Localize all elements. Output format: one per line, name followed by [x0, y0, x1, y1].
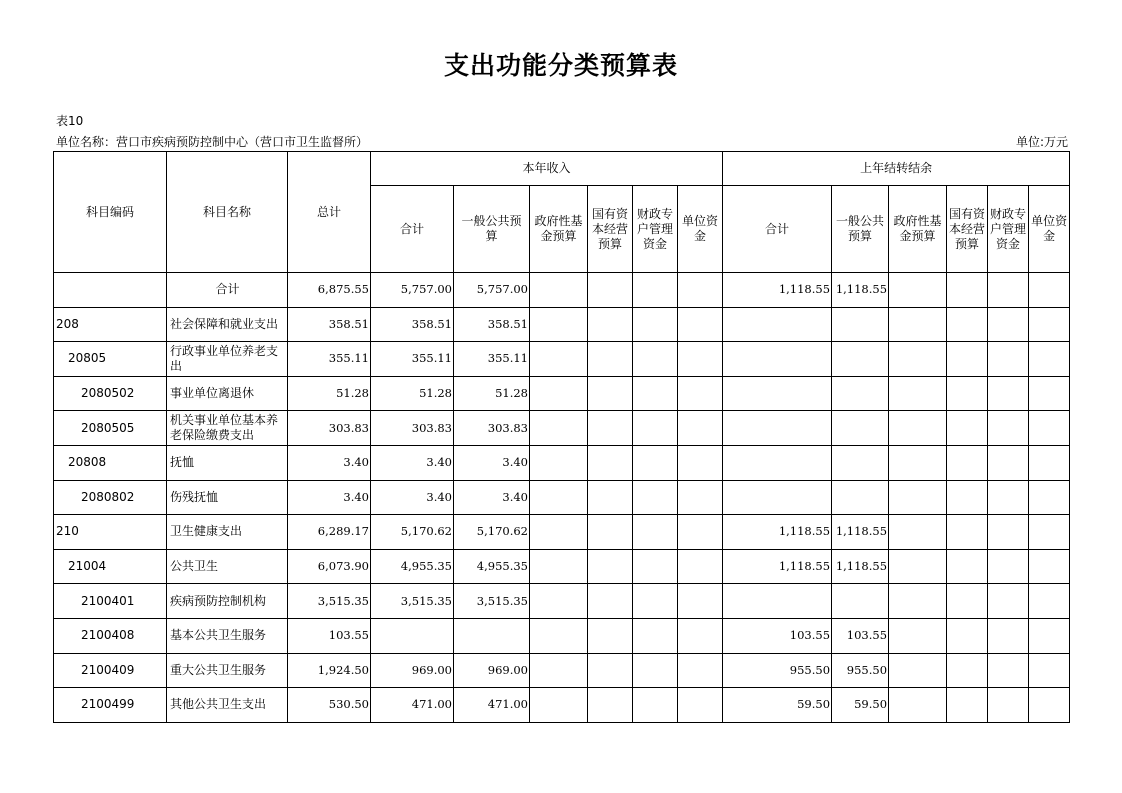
cell-py-fiscal-special	[988, 411, 1029, 446]
cell-cy-state-capital	[588, 549, 633, 584]
cell-total: 6,073.90	[288, 549, 371, 584]
cell-cy-state-capital	[588, 307, 633, 342]
cell-py-gov-fund	[889, 273, 947, 308]
cell-cy-state-capital	[588, 445, 633, 480]
cell-py-subtotal	[723, 584, 832, 619]
cell-cy-general	[454, 618, 530, 653]
cell-py-fiscal-special	[988, 549, 1029, 584]
cell-cy-unit-funds	[678, 618, 723, 653]
cell-py-gov-fund	[889, 411, 947, 446]
cell-py-gov-fund	[889, 549, 947, 584]
cell-name: 公共卫生	[167, 549, 288, 584]
header-py-state-capital: 国有资本经营预算	[947, 186, 988, 273]
cell-cy-general: 969.00	[454, 653, 530, 688]
cell-name: 卫生健康支出	[167, 515, 288, 550]
cell-py-general	[832, 445, 889, 480]
cell-py-unit-funds	[1029, 342, 1070, 377]
table-row	[54, 480, 1070, 515]
cell-cy-subtotal	[371, 618, 454, 653]
cell-py-gov-fund	[889, 342, 947, 377]
cell-py-gov-fund	[889, 445, 947, 480]
budget-table	[53, 151, 1070, 723]
cell-py-subtotal: 1,118.55	[723, 549, 832, 584]
cell-cy-fiscal-special	[633, 307, 678, 342]
cell-total: 1,924.50	[288, 653, 371, 688]
cell-cy-subtotal: 51.28	[371, 376, 454, 411]
cell-cy-state-capital	[588, 515, 633, 550]
cell-cy-gov-fund	[530, 342, 588, 377]
cell-cy-state-capital	[588, 342, 633, 377]
cell-code: 20808	[54, 445, 167, 480]
cell-py-fiscal-special	[988, 515, 1029, 550]
cell-py-unit-funds	[1029, 273, 1070, 308]
table-row	[54, 549, 1070, 584]
cell-py-general	[832, 342, 889, 377]
table-number: 表10	[56, 114, 84, 128]
cell-name: 其他公共卫生支出	[167, 688, 288, 723]
cell-cy-general: 51.28	[454, 376, 530, 411]
cell-total: 303.83	[288, 411, 371, 446]
cell-cy-fiscal-special	[633, 342, 678, 377]
cell-cy-state-capital	[588, 618, 633, 653]
cell-cy-gov-fund	[530, 515, 588, 550]
cell-cy-unit-funds	[678, 445, 723, 480]
cell-cy-gov-fund	[530, 445, 588, 480]
header-cy-unit-funds: 单位资金	[678, 186, 723, 273]
cell-cy-gov-fund	[530, 480, 588, 515]
unit-name-label: 单位名称：营口市疾病预防控制中心（营口市卫生监督所）	[56, 135, 369, 149]
cell-cy-general: 5,170.62	[454, 515, 530, 550]
cell-py-subtotal	[723, 307, 832, 342]
cell-cy-fiscal-special	[633, 515, 678, 550]
cell-cy-unit-funds	[678, 376, 723, 411]
cell-cy-gov-fund	[530, 411, 588, 446]
cell-py-state-capital	[947, 342, 988, 377]
table-row	[54, 376, 1070, 411]
cell-py-unit-funds	[1029, 376, 1070, 411]
cell-py-fiscal-special	[988, 307, 1029, 342]
cell-py-fiscal-special	[988, 273, 1029, 308]
cell-cy-unit-funds	[678, 549, 723, 584]
cell-total: 3,515.35	[288, 584, 371, 619]
cell-py-gov-fund	[889, 307, 947, 342]
cell-code: 2100401	[54, 584, 167, 619]
cell-py-subtotal: 59.50	[723, 688, 832, 723]
cell-cy-unit-funds	[678, 653, 723, 688]
cell-cy-subtotal: 5,170.62	[371, 515, 454, 550]
cell-py-general: 59.50	[832, 688, 889, 723]
header-prior-year-carryover: 上年结转结余	[723, 152, 1070, 186]
header-cy-fiscal-special: 财政专户管理资金	[633, 186, 678, 273]
cell-cy-fiscal-special	[633, 618, 678, 653]
cell-py-fiscal-special	[988, 480, 1029, 515]
cell-py-subtotal	[723, 445, 832, 480]
cell-py-general: 103.55	[832, 618, 889, 653]
cell-code: 2100409	[54, 653, 167, 688]
cell-py-unit-funds	[1029, 549, 1070, 584]
cell-cy-fiscal-special	[633, 411, 678, 446]
cell-py-gov-fund	[889, 584, 947, 619]
cell-py-state-capital	[947, 411, 988, 446]
cell-cy-subtotal: 355.11	[371, 342, 454, 377]
cell-py-subtotal	[723, 480, 832, 515]
page-title: 支出功能分类预算表	[443, 51, 678, 80]
header-py-subtotal: 合计	[723, 186, 832, 273]
table-row	[54, 688, 1070, 723]
cell-cy-gov-fund	[530, 653, 588, 688]
cell-py-general	[832, 376, 889, 411]
header-cy-gov-fund: 政府性基金预算	[530, 186, 588, 273]
cell-code: 2100408	[54, 618, 167, 653]
cell-name: 机关事业单位基本养老保险缴费支出	[167, 411, 288, 446]
cell-total: 3.40	[288, 480, 371, 515]
currency-unit-label: 单位:万元	[1015, 135, 1068, 149]
cell-py-gov-fund	[889, 376, 947, 411]
cell-name: 疾病预防控制机构	[167, 584, 288, 619]
cell-total: 103.55	[288, 618, 371, 653]
cell-code	[54, 273, 167, 308]
cell-cy-unit-funds	[678, 411, 723, 446]
cell-cy-state-capital	[588, 653, 633, 688]
cell-cy-general: 5,757.00	[454, 273, 530, 308]
cell-py-general	[832, 480, 889, 515]
cell-cy-subtotal: 471.00	[371, 688, 454, 723]
cell-py-state-capital	[947, 653, 988, 688]
header-cy-state-capital: 国有资本经营预算	[588, 186, 633, 273]
cell-name: 基本公共卫生服务	[167, 618, 288, 653]
cell-name: 事业单位离退休	[167, 376, 288, 411]
cell-cy-unit-funds	[678, 273, 723, 308]
cell-cy-general: 3.40	[454, 445, 530, 480]
cell-cy-state-capital	[588, 688, 633, 723]
cell-py-subtotal	[723, 411, 832, 446]
cell-code: 21004	[54, 549, 167, 584]
cell-code: 2100499	[54, 688, 167, 723]
cell-cy-state-capital	[588, 376, 633, 411]
cell-cy-gov-fund	[530, 307, 588, 342]
cell-name: 伤残抚恤	[167, 480, 288, 515]
cell-cy-gov-fund	[530, 584, 588, 619]
cell-py-fiscal-special	[988, 445, 1029, 480]
cell-code: 2080802	[54, 480, 167, 515]
cell-cy-subtotal: 3.40	[371, 480, 454, 515]
cell-total: 3.40	[288, 445, 371, 480]
table-row	[54, 342, 1070, 377]
cell-py-gov-fund	[889, 688, 947, 723]
cell-code: 210	[54, 515, 167, 550]
cell-py-subtotal	[723, 376, 832, 411]
cell-py-gov-fund	[889, 480, 947, 515]
cell-code: 20805	[54, 342, 167, 377]
cell-cy-general: 3.40	[454, 480, 530, 515]
cell-cy-general: 471.00	[454, 688, 530, 723]
cell-cy-unit-funds	[678, 480, 723, 515]
header-code: 科目编码	[54, 152, 167, 273]
cell-name: 抚恤	[167, 445, 288, 480]
cell-cy-general: 303.83	[454, 411, 530, 446]
cell-py-gov-fund	[889, 515, 947, 550]
cell-py-fiscal-special	[988, 653, 1029, 688]
cell-py-fiscal-special	[988, 618, 1029, 653]
cell-name: 社会保障和就业支出	[167, 307, 288, 342]
cell-cy-general: 355.11	[454, 342, 530, 377]
cell-py-state-capital	[947, 376, 988, 411]
table-row	[54, 273, 1070, 308]
cell-py-subtotal: 1,118.55	[723, 515, 832, 550]
cell-py-fiscal-special	[988, 584, 1029, 619]
cell-py-general	[832, 584, 889, 619]
cell-py-fiscal-special	[988, 342, 1029, 377]
cell-py-gov-fund	[889, 618, 947, 653]
cell-py-unit-funds	[1029, 653, 1070, 688]
cell-py-subtotal	[723, 342, 832, 377]
cell-py-state-capital	[947, 480, 988, 515]
table-row	[54, 307, 1070, 342]
cell-cy-general: 4,955.35	[454, 549, 530, 584]
cell-py-state-capital	[947, 273, 988, 308]
cell-name: 重大公共卫生服务	[167, 653, 288, 688]
cell-total: 355.11	[288, 342, 371, 377]
cell-py-state-capital	[947, 618, 988, 653]
header-current-year-income: 本年收入	[371, 152, 723, 186]
cell-py-general: 1,118.55	[832, 515, 889, 550]
cell-total: 51.28	[288, 376, 371, 411]
cell-cy-unit-funds	[678, 688, 723, 723]
cell-py-subtotal: 103.55	[723, 618, 832, 653]
cell-py-unit-funds	[1029, 688, 1070, 723]
cell-cy-fiscal-special	[633, 480, 678, 515]
cell-total: 530.50	[288, 688, 371, 723]
cell-cy-subtotal: 3.40	[371, 445, 454, 480]
table-row	[54, 515, 1070, 550]
cell-cy-state-capital	[588, 480, 633, 515]
cell-code: 208	[54, 307, 167, 342]
cell-cy-fiscal-special	[633, 688, 678, 723]
cell-cy-unit-funds	[678, 515, 723, 550]
header-py-unit-funds: 单位资金	[1029, 186, 1070, 273]
cell-cy-unit-funds	[678, 584, 723, 619]
header-total: 总计	[288, 152, 371, 273]
cell-cy-subtotal: 969.00	[371, 653, 454, 688]
header-py-gov-fund: 政府性基金预算	[889, 186, 947, 273]
header-py-fiscal-special: 财政专户管理资金	[988, 186, 1029, 273]
cell-py-state-capital	[947, 584, 988, 619]
cell-cy-fiscal-special	[633, 445, 678, 480]
cell-py-general: 1,118.55	[832, 549, 889, 584]
table-body	[54, 273, 1070, 723]
table-row	[54, 618, 1070, 653]
cell-py-unit-funds	[1029, 618, 1070, 653]
cell-cy-fiscal-special	[633, 376, 678, 411]
cell-cy-general: 3,515.35	[454, 584, 530, 619]
cell-cy-subtotal: 3,515.35	[371, 584, 454, 619]
cell-cy-subtotal: 303.83	[371, 411, 454, 446]
cell-cy-gov-fund	[530, 376, 588, 411]
cell-cy-subtotal: 4,955.35	[371, 549, 454, 584]
cell-cy-subtotal: 358.51	[371, 307, 454, 342]
cell-py-unit-funds	[1029, 411, 1070, 446]
cell-total: 6,875.55	[288, 273, 371, 308]
cell-code: 2080502	[54, 376, 167, 411]
cell-py-unit-funds	[1029, 480, 1070, 515]
cell-py-general	[832, 307, 889, 342]
cell-total: 6,289.17	[288, 515, 371, 550]
cell-py-general: 1,118.55	[832, 273, 889, 308]
cell-cy-gov-fund	[530, 618, 588, 653]
cell-py-unit-funds	[1029, 445, 1070, 480]
cell-cy-state-capital	[588, 584, 633, 619]
cell-py-unit-funds	[1029, 584, 1070, 619]
cell-cy-unit-funds	[678, 342, 723, 377]
table-row	[54, 584, 1070, 619]
cell-py-unit-funds	[1029, 515, 1070, 550]
table-row	[54, 411, 1070, 446]
cell-cy-unit-funds	[678, 307, 723, 342]
cell-py-subtotal: 1,118.55	[723, 273, 832, 308]
cell-cy-gov-fund	[530, 273, 588, 308]
cell-py-unit-funds	[1029, 307, 1070, 342]
cell-py-subtotal: 955.50	[723, 653, 832, 688]
table-row	[54, 653, 1070, 688]
cell-name: 行政事业单位养老支出	[167, 342, 288, 377]
header-name: 科目名称	[167, 152, 288, 273]
cell-total: 358.51	[288, 307, 371, 342]
cell-py-fiscal-special	[988, 688, 1029, 723]
cell-cy-gov-fund	[530, 549, 588, 584]
header-cy-subtotal: 合计	[371, 186, 454, 273]
cell-cy-subtotal: 5,757.00	[371, 273, 454, 308]
cell-name: 合计	[167, 273, 288, 308]
header-cy-general: 一般公共预算	[454, 186, 530, 273]
cell-cy-gov-fund	[530, 688, 588, 723]
cell-cy-fiscal-special	[633, 549, 678, 584]
cell-py-fiscal-special	[988, 376, 1029, 411]
cell-py-state-capital	[947, 688, 988, 723]
table-row	[54, 445, 1070, 480]
cell-code: 2080505	[54, 411, 167, 446]
cell-py-general: 955.50	[832, 653, 889, 688]
cell-py-state-capital	[947, 515, 988, 550]
header-py-general: 一般公共预算	[832, 186, 889, 273]
cell-cy-state-capital	[588, 411, 633, 446]
cell-cy-fiscal-special	[633, 584, 678, 619]
cell-cy-fiscal-special	[633, 653, 678, 688]
cell-py-general	[832, 411, 889, 446]
cell-py-gov-fund	[889, 653, 947, 688]
cell-cy-fiscal-special	[633, 273, 678, 308]
cell-py-state-capital	[947, 445, 988, 480]
cell-py-state-capital	[947, 307, 988, 342]
cell-cy-general: 358.51	[454, 307, 530, 342]
cell-py-state-capital	[947, 549, 988, 584]
cell-cy-state-capital	[588, 273, 633, 308]
